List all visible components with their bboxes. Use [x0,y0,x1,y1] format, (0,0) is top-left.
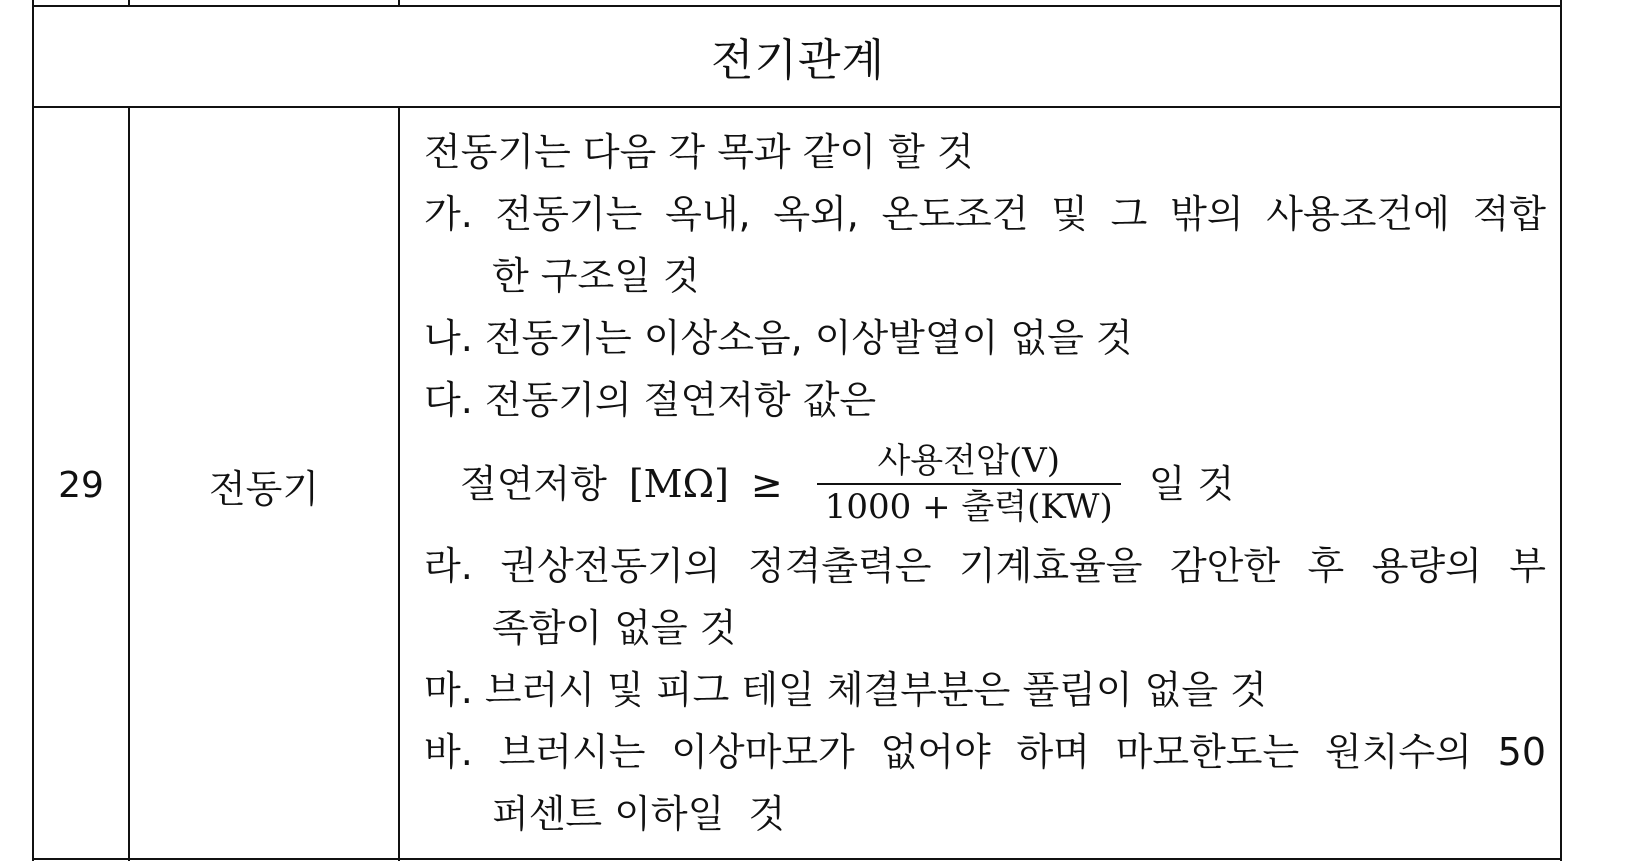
content-item-ga: 가. 전동기는 옥내, 옥외, 온도조건 및 그 밖의 사용조건에 적합 [424,192,1546,236]
formula-lhs-unit: [MΩ] [628,462,729,506]
content-item-ba: 바. 브러시는 이상마모가 없어야 하며 마모한도는 원치수의 50 [424,730,1546,774]
row-content [424,108,1546,862]
table-border-right [1560,0,1562,861]
row-number: 29 [58,464,104,506]
content-item-ra-continued: 족함이 없을 것 [492,606,737,650]
formula-relation: ≥ [750,462,783,506]
row-item-name: 전동기 [208,466,320,511]
formula-fraction [817,441,1121,527]
column-divider-item [398,106,400,861]
content-item-ba-continued: 퍼센트 이하일 것 [492,792,786,836]
content-item-na: 나. 전동기는 이상소음, 이상발열이 없을 것 [424,316,1133,360]
insulation-formula [460,434,1234,534]
content-item-ga-continued: 한 구조일 것 [492,254,700,298]
formula-denominator: 1000 + 출력(KW) [824,487,1113,527]
content-item-da: 다. 전동기의 절연저항 값은 [424,378,877,422]
formula-lhs-label: 절연저항 [460,462,607,506]
formula-suffix: 일 것 [1148,462,1235,506]
content-item-ra: 라. 권상전동기의 정격출력은 기계효율을 감안한 후 용량의 부 [424,544,1546,588]
formula-numerator: 사용전압(V) [877,441,1060,481]
content-item-ma: 마. 브러시 및 피그 테일 체결부분은 풀림이 없을 것 [424,668,1267,712]
content-intro: 전동기는 다음 각 목과 같이 할 것 [424,130,974,174]
section-title: 전기관계 [710,35,885,86]
